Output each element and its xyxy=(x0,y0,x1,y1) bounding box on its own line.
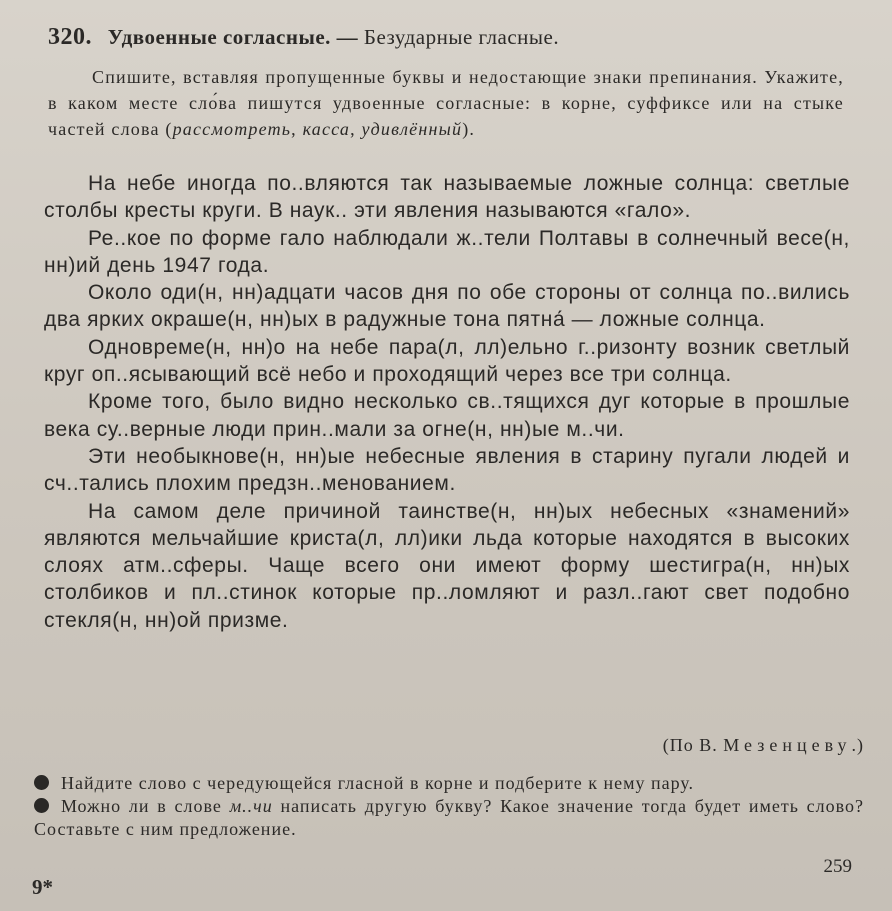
source-suffix: .) xyxy=(851,735,864,755)
question-1-text: Найдите слово с чередующейся гласной в корне и подберите к нему пару. xyxy=(61,773,695,793)
bullet-icon xyxy=(34,798,49,813)
question-1 xyxy=(34,772,864,795)
text-paragraph: Ре..кое по форме гало наблюдали ж..тели Полтавы в солнечный весе(н, нн)ий день 1947 года. xyxy=(44,226,850,277)
exercise-number: 320. xyxy=(48,24,92,50)
question-2-before: Можно ли в слове xyxy=(61,796,222,816)
text-paragraph: Эти необыкнове(н, нн)ые небесные явления в старину пугали людей и сч..тались плохим предзн..менованием. xyxy=(44,444,850,496)
text-paragraph: Одновреме(н, нн)о на небе пара(л, лл)ельно г..ризонту возник светлый круг оп..ясывающий всё небо и проходящий через все три солнца. xyxy=(44,335,850,387)
exercise-title-rest: Безударные гласные. xyxy=(363,25,560,49)
task-close-paren: ). xyxy=(462,119,476,139)
question-2-word: м..чи xyxy=(229,796,273,816)
text-paragraph: Около оди(н, нн)адцати часов дня по обе стороны от солнца по..вились два ярких окраше(н, нн)ых в радужные тона пятна́ — ложные солнца. xyxy=(44,281,850,332)
example-word-2: касса xyxy=(302,119,351,139)
text-paragraph: На самом деле причиной таинстве(н, нн)ых небесных «знамений» являются мельчайшие криста(л, лл)ики льда которые находятся в высоких слоях атм..сферы. Чаще всего они имеют форму шестигра(н, нн)ых столбиков и пл..стинок которые пр..ломляют и разл..гают свет подобно стекля(н, нн)ой призме. xyxy=(44,499,850,632)
exercise-text xyxy=(44,170,850,634)
question-2 xyxy=(34,795,864,841)
printer-signature: 9* xyxy=(32,875,53,899)
source-author: Мезенцеву xyxy=(723,735,852,755)
task-open-paren: ( xyxy=(165,119,173,139)
questions-block xyxy=(34,772,864,841)
question-2-after: написать другую букву? Какое значение тогда будет иметь слово? Составьте с ним предложение. xyxy=(34,796,865,839)
task-text: Спишите, вставляя пропущенные буквы и недостающие знаки препинания. Укажите, в каком месте сло́ва пишутся удвоенные согласные: в корне, суффиксе или на стыке частей слова xyxy=(48,67,844,139)
text-paragraph: На небе иногда по..вляются так называемые ложные солнца: светлые столбы кресты круги. В наук.. эти явления называются «гало». xyxy=(44,172,850,223)
page-number: 259 xyxy=(823,856,852,877)
exercise-header xyxy=(48,24,559,51)
text-source xyxy=(663,735,864,756)
exercise-title-bold: Удвоенные согласные. — xyxy=(107,25,359,49)
example-word-1: рассмотреть xyxy=(172,119,292,139)
example-word-3: удивлённый xyxy=(361,119,463,139)
bullet-icon xyxy=(34,775,49,790)
task-instructions: Спишите, вставляя пропущенные буквы и недостающие знаки препинания. Укажите, в каком месте сло́ва пишутся удвоенные согласные: в корне, суффиксе или на стыке частей слова (рассмотреть, касса, удивлённый). xyxy=(48,67,844,139)
text-paragraph: Кроме того, было видно несколько св..тящихся дуг которые в прошлые века су..верные люди прин..мали за огне(н, нн)ые м..чи. xyxy=(44,390,850,441)
source-prefix: (По В. xyxy=(662,735,718,755)
